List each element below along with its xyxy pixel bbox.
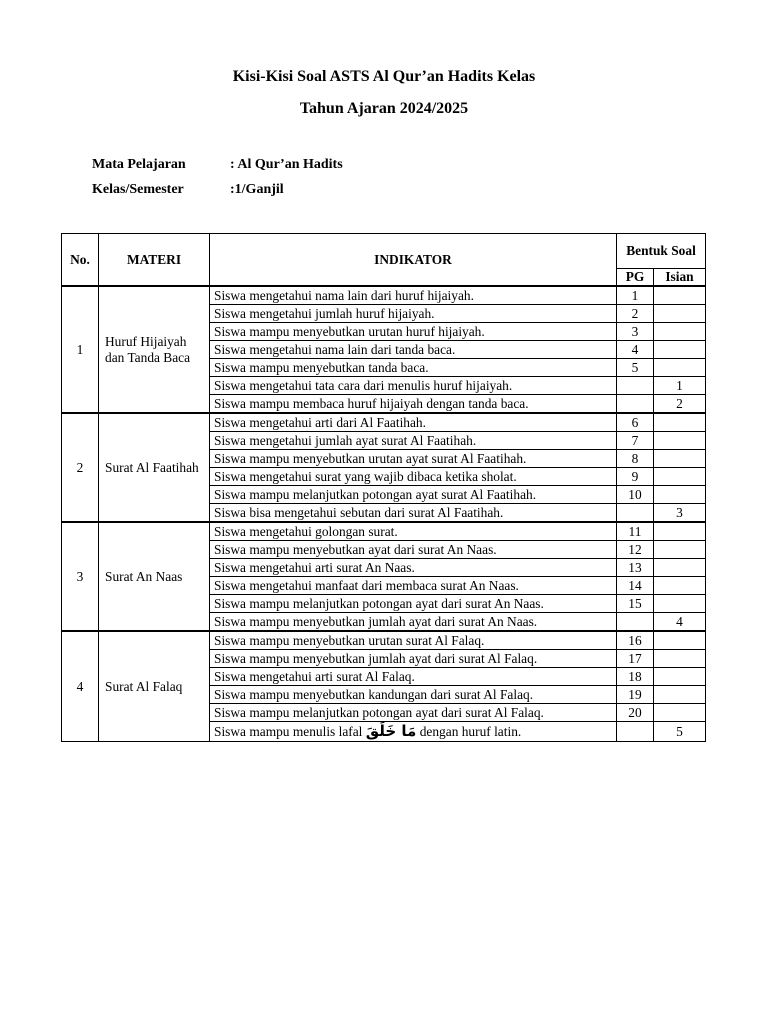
cell-isian — [654, 541, 706, 559]
cell-isian — [654, 359, 706, 377]
table-body — [62, 286, 706, 742]
meta-class-value: :1/Ganjil — [230, 182, 284, 197]
cell-no: 1 — [62, 286, 99, 413]
cell-indikator: Siswa mampu menyebutkan jumlah ayat dari surat An Naas. — [210, 613, 617, 632]
cell-indikator: Siswa mampu melanjutkan potongan ayat dari surat Al Falaq. — [210, 704, 617, 722]
cell-pg — [617, 613, 654, 632]
cell-indikator: Siswa mampu melanjutkan potongan ayat dari surat An Naas. — [210, 595, 617, 613]
cell-no: 4 — [62, 631, 99, 742]
cell-isian — [654, 341, 706, 359]
cell-indikator: Siswa mengetahui jumlah ayat surat Al Faatihah. — [210, 432, 617, 450]
cell-pg: 16 — [617, 631, 654, 650]
document-subtitle: Tahun Ajaran 2024/2025 — [299, 100, 469, 117]
cell-indikator: Siswa mampu menyebutkan kandungan dari surat Al Falaq. — [210, 686, 617, 704]
cell-indikator: Siswa mengetahui surat yang wajib dibaca ketika sholat. — [210, 468, 617, 486]
cell-pg — [617, 395, 654, 414]
cell-pg: 5 — [617, 359, 654, 377]
cell-pg — [617, 722, 654, 742]
cell-pg: 7 — [617, 432, 654, 450]
cell-isian — [654, 595, 706, 613]
header-indikator: INDIKATOR — [210, 234, 617, 287]
cell-isian — [654, 522, 706, 541]
cell-pg: 20 — [617, 704, 654, 722]
cell-isian: 4 — [654, 613, 706, 632]
cell-indikator: Siswa mengetahui nama lain dari huruf hijaiyah. — [210, 286, 617, 305]
cell-isian — [654, 323, 706, 341]
kisi-kisi-table — [61, 233, 706, 742]
cell-indikator: Siswa mampu menyebutkan urutan huruf hijaiyah. — [210, 323, 617, 341]
cell-pg: 14 — [617, 577, 654, 595]
cell-indikator: Siswa mampu menyebutkan tanda baca. — [210, 359, 617, 377]
cell-pg: 2 — [617, 305, 654, 323]
cell-isian — [654, 668, 706, 686]
cell-indikator: Siswa mampu melanjutkan potongan ayat surat Al Faatihah. — [210, 486, 617, 504]
cell-isian — [654, 704, 706, 722]
cell-indikator: Siswa mampu menyebutkan jumlah ayat dari surat Al Falaq. — [210, 650, 617, 668]
cell-isian — [654, 486, 706, 504]
cell-indikator: Siswa mampu menyebutkan urutan ayat surat Al Faatihah. — [210, 450, 617, 468]
cell-isian — [654, 450, 706, 468]
indikator-text: Siswa mampu menulis lafal — [214, 724, 363, 739]
cell-indikator: Siswa bisa mengetahui sebutan dari surat Al Faatihah. — [210, 504, 617, 523]
meta-subject-value: : Al Qur’an Hadits — [230, 157, 343, 172]
cell-materi: Huruf Hijaiyah dan Tanda Baca — [99, 286, 210, 413]
cell-isian: 2 — [654, 395, 706, 414]
cell-pg: 4 — [617, 341, 654, 359]
cell-indikator: Siswa mengetahui arti dari Al Faatihah. — [210, 413, 617, 432]
cell-indikator: Siswa mengetahui tata cara dari menulis huruf hijaiyah. — [210, 377, 617, 395]
cell-isian — [654, 432, 706, 450]
cell-pg: 3 — [617, 323, 654, 341]
cell-indikator: Siswa mengetahui golongan surat. — [210, 522, 617, 541]
cell-pg: 1 — [617, 286, 654, 305]
cell-pg: 13 — [617, 559, 654, 577]
cell-isian — [654, 559, 706, 577]
cell-indikator: Siswa mengetahui jumlah huruf hijaiyah. — [210, 305, 617, 323]
cell-pg: 17 — [617, 650, 654, 668]
cell-isian — [654, 468, 706, 486]
cell-materi: Surat Al Faatihah — [99, 413, 210, 522]
cell-indikator: Siswa mengetahui manfaat dari membaca surat An Naas. — [210, 577, 617, 595]
cell-pg — [617, 504, 654, 523]
header-bentuk-soal: Bentuk Soal — [617, 234, 706, 269]
meta-subject — [92, 157, 343, 173]
table-row — [62, 413, 706, 432]
cell-indikator: Siswa mengetahui arti surat Al Falaq. — [210, 668, 617, 686]
cell-pg: 6 — [617, 413, 654, 432]
cell-indikator: Siswa mampu membaca huruf hijaiyah dengan tanda baca. — [210, 395, 617, 414]
cell-isian — [654, 305, 706, 323]
arabic-lafal: مَا خَلَقَ — [365, 722, 417, 740]
meta-class-label: Kelas/Semester — [92, 182, 184, 197]
cell-indikator: Siswa mengetahui arti surat An Naas. — [210, 559, 617, 577]
cell-indikator: Siswa mengetahui nama lain dari tanda baca. — [210, 341, 617, 359]
cell-isian — [654, 650, 706, 668]
header-materi: MATERI — [99, 234, 210, 287]
meta-subject-label: Mata Pelajaran — [92, 157, 186, 172]
header-no: No. — [62, 234, 99, 287]
cell-isian: 3 — [654, 504, 706, 523]
cell-pg: 8 — [617, 450, 654, 468]
cell-indikator — [210, 722, 617, 742]
header-isian: Isian — [654, 269, 706, 287]
cell-isian — [654, 686, 706, 704]
cell-pg: 11 — [617, 522, 654, 541]
table-row — [62, 631, 706, 650]
cell-pg — [617, 377, 654, 395]
cell-materi: Surat An Naas — [99, 522, 210, 631]
meta-class — [92, 182, 284, 198]
cell-pg: 15 — [617, 595, 654, 613]
cell-pg: 9 — [617, 468, 654, 486]
cell-pg: 10 — [617, 486, 654, 504]
cell-isian — [654, 631, 706, 650]
table-row — [62, 286, 706, 305]
cell-isian — [654, 286, 706, 305]
cell-isian — [654, 413, 706, 432]
cell-no: 3 — [62, 522, 99, 631]
table-row — [62, 522, 706, 541]
cell-pg: 19 — [617, 686, 654, 704]
cell-materi: Surat Al Falaq — [99, 631, 210, 742]
cell-isian: 5 — [654, 722, 706, 742]
cell-indikator: Siswa mampu menyebutkan urutan surat Al Falaq. — [210, 631, 617, 650]
cell-no: 2 — [62, 413, 99, 522]
cell-pg: 18 — [617, 668, 654, 686]
cell-pg: 12 — [617, 541, 654, 559]
cell-indikator: Siswa mampu menyebutkan ayat dari surat An Naas. — [210, 541, 617, 559]
cell-isian: 1 — [654, 377, 706, 395]
cell-isian — [654, 577, 706, 595]
document-title: Kisi-Kisi Soal ASTS Al Qur’an Hadits Kelas — [232, 68, 536, 85]
header-pg: PG — [617, 269, 654, 287]
indikator-text: dengan huruf latin. — [419, 724, 522, 739]
